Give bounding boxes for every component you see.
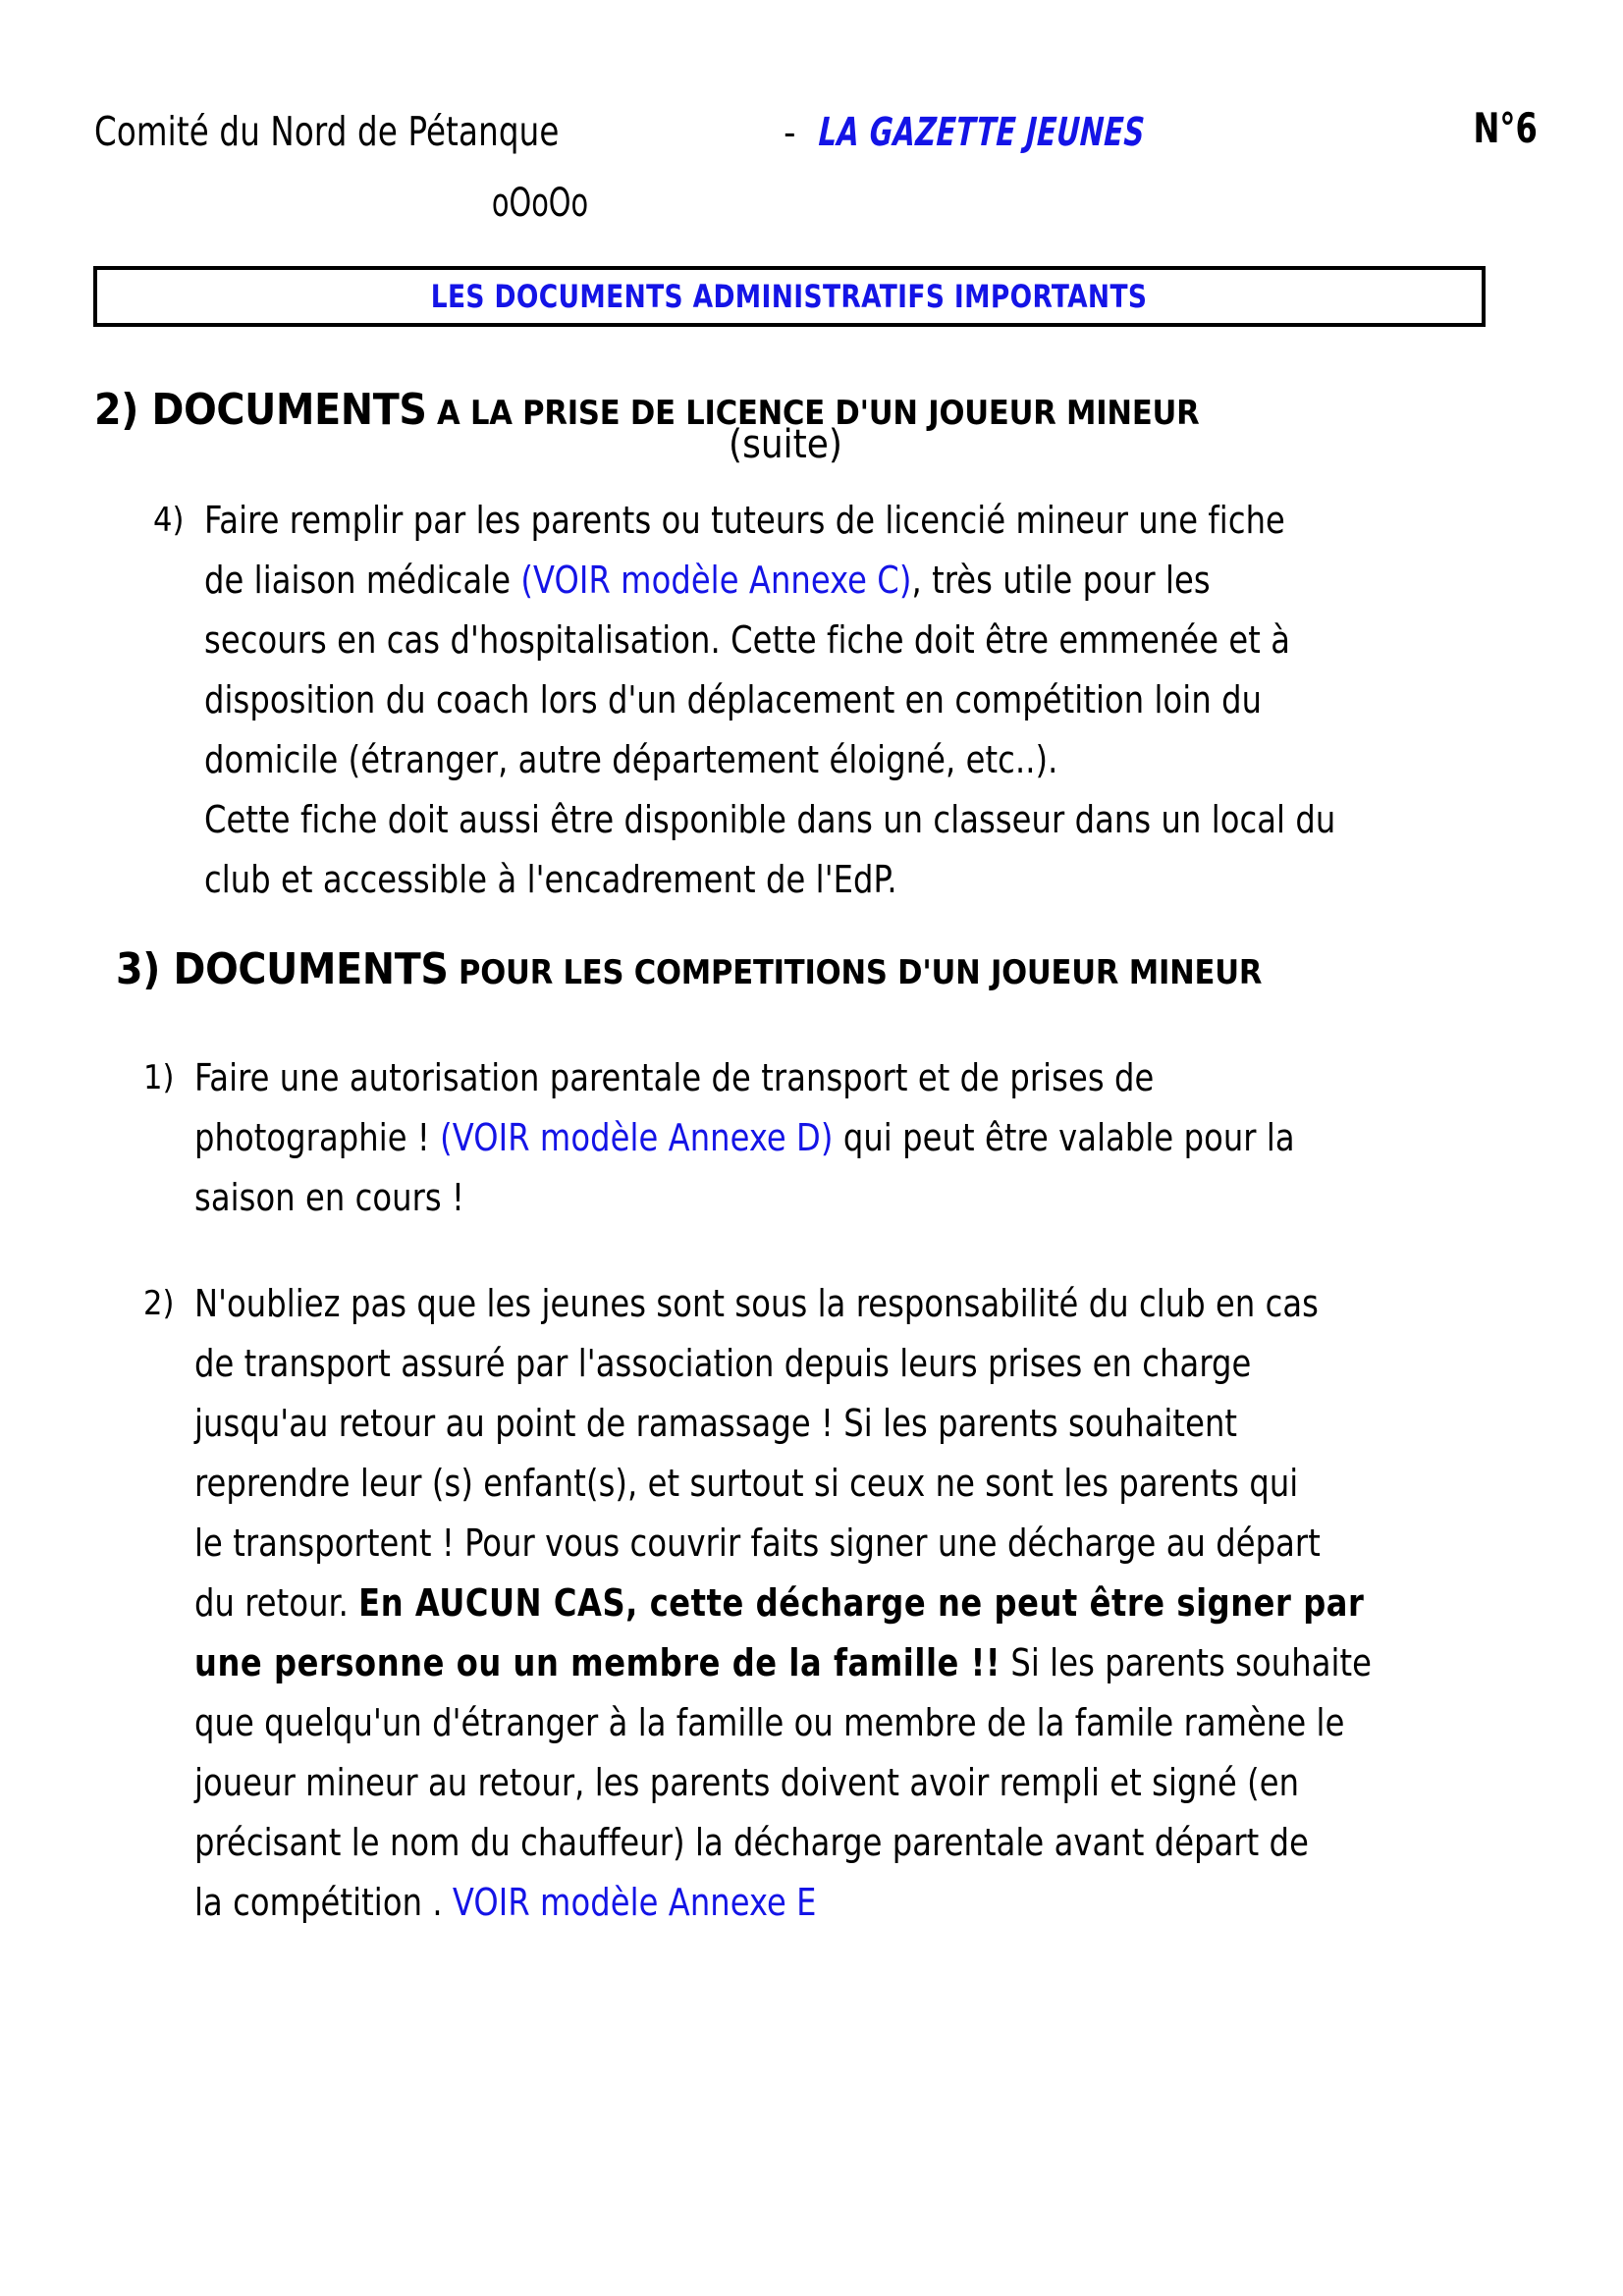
text-run: , très utile pour les [911,559,1211,602]
annex-reference: (VOIR modèle Annexe C) [520,559,912,602]
text-run: du retour. [194,1581,359,1625]
annex-reference: (VOIR modèle Annexe D) [440,1116,834,1159]
text-run: Faire remplir par les parents ou tuteurs de licencié mineur une fiche [204,499,1285,542]
paragraph-line [194,1574,1372,1633]
list-paragraph [194,1274,1372,1933]
list-paragraph [204,491,1335,910]
text-run: de liaison médicale [204,559,521,602]
paragraph-line [194,1168,1295,1228]
text-run: Faire une autorisation parentale de transport et de prises de [194,1056,1155,1099]
list-marker: 4) [153,501,185,540]
header-separator: - [784,111,796,154]
paragraph-line [204,730,1335,790]
paragraph-line [194,1454,1372,1514]
emphasised-text: une personne ou un membre de la famille !! [194,1641,1001,1684]
text-run: la compétition . [194,1881,453,1924]
annex-reference: VOIR modèle Annexe E [452,1881,817,1924]
text-run: domicile (étranger, autre département éloigné, etc..). [204,738,1058,781]
emphasised-text: En AUCUN CAS, cette décharge ne peut être signer par [358,1581,1365,1625]
section-3-heading [116,944,1549,994]
paragraph-line [204,850,1335,910]
text-run: N'oubliez pas que les jeunes sont sous la responsabilité du club en cas [194,1282,1320,1325]
list-item [137,1048,1365,1228]
paragraph-line [194,1813,1372,1873]
paragraph-line [204,491,1335,551]
paragraph-line [194,1394,1372,1454]
text-run: Cette fiche doit aussi être disponible dans un classeur dans un local du [204,798,1336,841]
text-run: que quelqu'un d'étranger à la famille ou membre de la famile ramène le [194,1701,1345,1744]
paragraph-line [194,1048,1295,1108]
text-run: joueur mineur au retour, les parents doivent avoir rempli et signé (en [194,1761,1300,1804]
list-paragraph [194,1048,1295,1228]
paragraph-line [204,670,1335,730]
paragraph-line [194,1334,1372,1394]
text-run: club et accessible à l'encadrement de l'EdP. [204,858,897,901]
text-run: qui peut être valable pour la [833,1116,1295,1159]
text-run: jusqu'au retour au point de ramassage ! Si les parents souhaitent [194,1402,1238,1445]
text-run: photographie ! [194,1116,441,1159]
section-2-number: 2) DOCUMENTS [94,385,427,435]
paragraph-line [194,1633,1372,1693]
paragraph-line [204,611,1335,670]
section-2-continuation: (suite) [729,422,842,467]
issue-number: N°6 [1473,104,1538,152]
banner-box [93,266,1486,327]
document-header [94,104,1538,155]
list-item [137,1274,1447,1933]
text-run: précisant le nom du chauffeur) la décharge parentale avant départ de [194,1821,1310,1864]
paragraph-line [194,1753,1372,1813]
text-run: disposition du coach lors d'un déplacement en compétition loin du [204,678,1263,721]
list-item [147,491,1408,910]
text-run: de transport assuré par l'association depuis leurs prises en charge [194,1342,1252,1385]
paragraph-line [204,790,1335,850]
text-run: reprendre leur (s) enfant(s), et surtout si ceux ne sont les parents qui [194,1462,1299,1505]
text-run: Si les parents souhaite [1001,1641,1373,1684]
paragraph-line [194,1693,1372,1753]
paragraph-line [204,551,1335,611]
paragraph-line [194,1108,1295,1168]
paragraph-line [194,1274,1372,1334]
list-marker: 2) [143,1284,175,1323]
section-3-number: 3) DOCUMENTS [116,944,449,994]
paragraph-line [194,1873,1372,1933]
text-run: secours en cas d'hospitalisation. Cette fiche doit être emmenée et à [204,618,1291,662]
organisation-title: Comité du Nord de Pétanque [94,108,560,155]
ornament-divider: oOoOo [491,181,589,226]
newsletter-title: LA GAZETTE JEUNES [818,110,1147,155]
section-2-subtitle: A LA PRISE DE LICENCE D'UN JOUEUR MINEUR [426,394,1200,433]
list-marker: 1) [143,1058,175,1097]
paragraph-line [194,1514,1372,1574]
section-3-subtitle: POUR LES COMPETITIONS D'UN JOUEUR MINEUR [448,953,1263,992]
text-run: saison en cours ! [194,1176,465,1219]
text-run: le transportent ! Pour vous couvrir faits signer une décharge au départ [194,1522,1321,1565]
banner-title: LES DOCUMENTS ADMINISTRATIFS IMPORTANTS [431,278,1148,315]
